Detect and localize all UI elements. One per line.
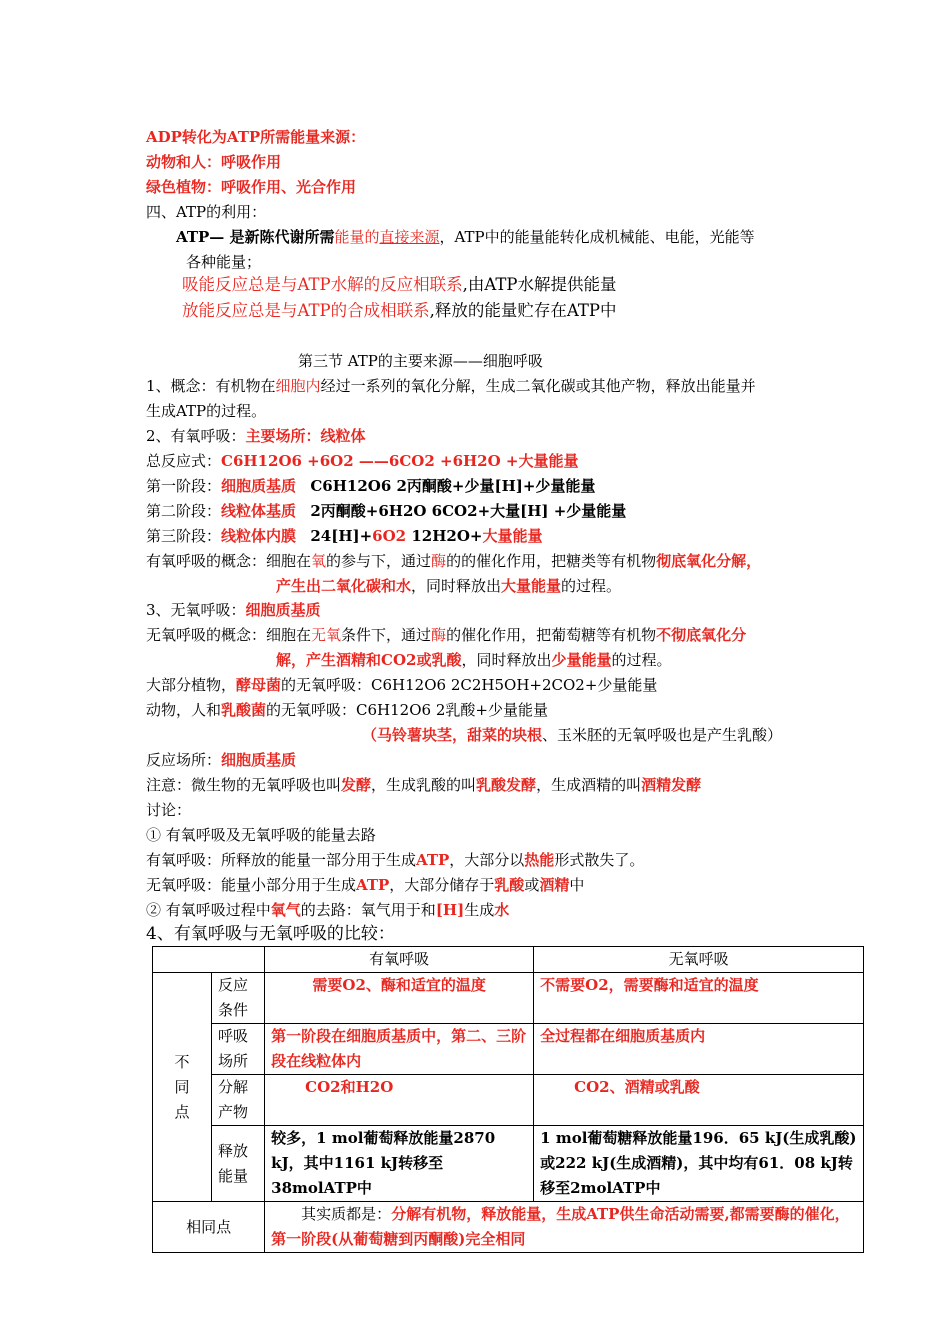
same-content: 其实质都是：分解有机物，释放能量，生成ATP供生命活动需要,都需要酶的催化，第一阶段(从葡萄糖到丙酮酸)完全相同 [265, 1202, 864, 1253]
table-row [153, 1024, 864, 1075]
comparison-heading: 4、有氧呼吸与无氧呼吸的比较： [146, 924, 395, 944]
row-aerobic: 需要O2、酶和适宜的温度 [265, 973, 534, 1024]
row-aerobic: 第一阶段在细胞质基质中，第二、三阶段在线粒体内 [265, 1024, 534, 1075]
use-heading: 四、ATP的利用： [146, 203, 267, 221]
aerobic-heading: 2、有氧呼吸：主要场所：线粒体 [146, 427, 366, 445]
header-aerobic: 有氧呼吸 [265, 947, 534, 973]
question-1: ① 有氧呼吸及无氧呼吸的能量去路 [146, 826, 376, 844]
row-anaerobic: CO2、酒精或乳酸 [534, 1075, 864, 1126]
anaerobic-concept: 无氧呼吸的概念：细胞在无氧条件下，通过酶的催化作用，把葡萄糖等有机物不彻底氧化分 [146, 626, 747, 644]
stage-1: 第一阶段：细胞质基质 C6H12O6 2丙酮酸+少量[H]+少量能量 [146, 477, 596, 495]
exception-line: （马铃薯块茎，甜菜的块根、玉米胚的无氧呼吸也是产生乳酸） [362, 726, 783, 744]
question-2: ② 有氧呼吸过程中氧气的去路：氧气用于和[H]生成水 [146, 901, 510, 919]
note-line: 注意：微生物的无氧呼吸也叫发酵，生成乳酸的叫乳酸发酵，生成酒精的叫酒精发酵 [146, 776, 702, 794]
diff-label: 不同点 [174, 1052, 190, 1121]
row-anaerobic: 全过程都在细胞质基质内 [534, 1024, 864, 1075]
anaerobic-heading: 3、无氧呼吸：细胞质基质 [146, 601, 321, 619]
animals-line: 动物和人：呼吸作用 [146, 153, 282, 171]
section-title: 第三节 ATP的主要来源——细胞呼吸 [298, 352, 543, 370]
answer-1b: 无氧呼吸：能量小部分用于生成ATP，大部分储存于乳酸或酒精中 [146, 876, 585, 894]
stage-3: 第三阶段：线粒体内膜 24[H]+6O2 12H2O+大量能量 [146, 527, 543, 545]
aerobic-concept: 有氧呼吸的概念：细胞在氧的参与下，通过酶的的催化作用，把糖类等有机物彻底氧化分解， [146, 552, 762, 570]
adp-source-line: ADP转化为ATP所需能量来源： [146, 128, 366, 146]
row-aerobic: CO2和H2O [265, 1075, 534, 1126]
row-label: 分解产物 [212, 1075, 265, 1126]
aerobic-concept-cont: 产生出二氧化碳和水，同时释放出大量能量的过程。 [276, 577, 622, 595]
table-header-row [153, 947, 864, 973]
stage-2: 第二阶段：线粒体基质 2丙酮酸+6H2O 6CO2+大量[H] +少量能量 [146, 502, 627, 520]
header-anaerobic: 无氧呼吸 [534, 947, 864, 973]
concept-line: 1、概念：有机物在细胞内经过一系列的氧化分解，生成二氧化碳或其他产物，释放出能量并 [146, 377, 756, 395]
table-row [153, 973, 864, 1024]
anaerobic-concept-cont: 解，产生酒精和CO2或乳酸，同时释放出少量能量的过程。 [276, 651, 672, 669]
row-anaerobic: 1 mol葡萄糖释放能量196．65 kJ(生成乳酸)或222 kJ(生成酒精)，其中均有61．08 kJ转移至2molATP中 [534, 1126, 864, 1202]
lactic-line: 动物，人和乳酸菌的无氧呼吸：C6H12O6 2乳酸+少量能量 [146, 701, 548, 719]
endergonic-line: 吸能反应总是与ATP水解的反应相联系,由ATP水解提供能量 [182, 275, 617, 294]
row-label: 释放能量 [212, 1126, 265, 1202]
plants-line: 绿色植物：呼吸作用、光合作用 [146, 178, 357, 196]
row-label: 呼吸场所 [212, 1024, 265, 1075]
table-row [153, 1075, 864, 1126]
row-label: 反应条件 [212, 973, 265, 1024]
table-row [153, 1202, 864, 1253]
atp-definition: ATP— 是新陈代谢所需能量的直接来源，ATP中的能量能转化成机械能、电能，光能等 [176, 228, 755, 246]
comparison-table [152, 946, 864, 1253]
row-aerobic: 较多，1 mol葡萄释放能量2870 kJ，其中1161 kJ转移至38molATP中 [265, 1126, 534, 1202]
table-row [153, 1126, 864, 1202]
reaction-site-line: 反应场所：细胞质基质 [146, 751, 297, 769]
answer-1a: 有氧呼吸：所释放的能量一部分用于生成ATP，大部分以热能形式散失了。 [146, 851, 645, 869]
total-equation: 总反应式：C6H12O6 +6O2 ——6CO2 +6H2O +大量能量 [146, 452, 579, 470]
discussion-label: 讨论： [146, 801, 192, 819]
same-label: 相同点 [153, 1202, 265, 1253]
row-anaerobic: 不需要O2，需要酶和适宜的温度 [534, 973, 864, 1024]
concept-line-2: 生成ATP的过程。 [146, 402, 267, 420]
diff-label-cell [153, 973, 212, 1202]
exergonic-line: 放能反应总是与ATP的合成相联系,释放的能量贮存在ATP中 [182, 301, 617, 320]
atp-definition-cont: 各种能量； [186, 253, 262, 271]
yeast-line: 大部分植物，酵母菌的无氧呼吸：C6H12O6 2C2H5OH+2CO2+少量能量 [146, 676, 658, 694]
